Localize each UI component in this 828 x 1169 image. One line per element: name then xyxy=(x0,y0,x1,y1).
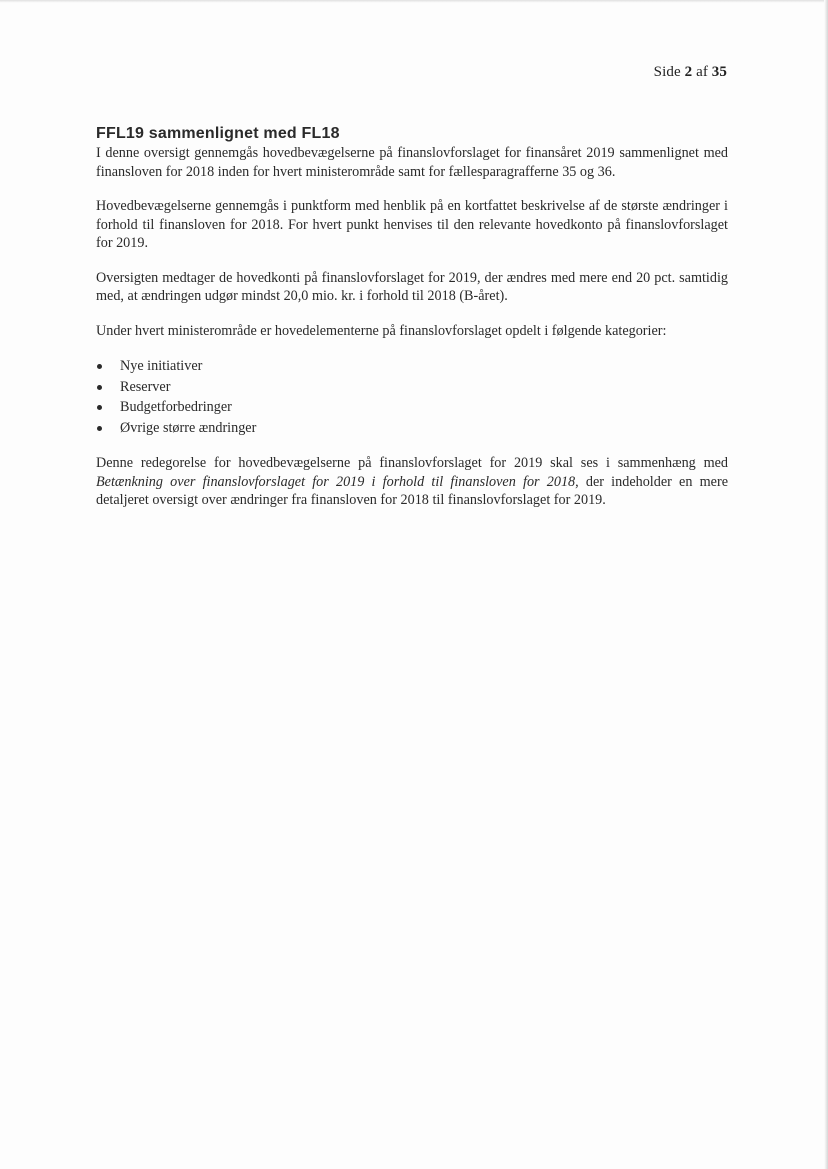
page-current: 2 xyxy=(684,64,693,80)
page-prefix: Side xyxy=(653,64,681,80)
list-item-label: Reserver xyxy=(120,378,171,395)
page-separator: af xyxy=(696,64,708,80)
page-total: 35 xyxy=(711,64,727,80)
scan-edge-top xyxy=(0,0,828,3)
bullet-icon xyxy=(97,385,102,390)
scan-edge-right xyxy=(824,0,828,1169)
list-item-label: Budgetforbedringer xyxy=(120,399,232,415)
reference-title: Betænkning over finanslovforslaget for 2019 i forhold til finansloven for 2018 xyxy=(96,473,576,490)
bullet-icon xyxy=(97,426,102,431)
list-item xyxy=(96,397,728,418)
list-item xyxy=(96,418,728,439)
paragraph-categories-intro: Under hvert ministerområde er hovedelementerne på finanslovforslaget opdelt i følgende kategorier: xyxy=(96,322,667,339)
page-number xyxy=(654,64,727,81)
list-item-label: Øvrige større ændringer xyxy=(120,419,257,436)
main-content xyxy=(96,125,728,526)
bullet-icon xyxy=(97,405,102,410)
paragraph-intro: I denne oversigt gennemgås hovedbevægelserne på finanslovforslaget for finansåret 2019 sammenlignet med finansloven for 2018 inden for hvert ministerområde samt for fællesparagrafferne 35 og 36. xyxy=(96,145,728,180)
list-item xyxy=(96,356,728,377)
paragraph-reference xyxy=(96,454,728,510)
list-item-label: Nye initiativer xyxy=(120,358,203,374)
reference-text-start: Denne redegorelse for hovedbevægelserne på finanslovforslaget for 2019 skal ses i sammenhæng med xyxy=(96,455,728,471)
category-list xyxy=(96,356,728,438)
paragraph-scope: Oversigten medtager de hovedkonti på finanslovforslaget for 2019, der ændres med mere end 20 pct. samtidig med, at ændringen udgør mindst 20,0 mio. kr. i forhold til 2018 (B-året). xyxy=(96,269,728,304)
section-heading: FFL19 sammenlignet med FL18 xyxy=(96,125,340,142)
bullet-icon xyxy=(97,364,102,369)
list-item xyxy=(96,377,728,398)
paragraph-method: Hovedbevægelserne gennemgås i punktform med henblik på en kortfattet beskrivelse af de største ændringer i forhold til finansloven for 2018. For hvert punkt henvises til den relevante hovedkonto på finanslovforslaget for 2019. xyxy=(96,198,728,251)
reference-text-end: , der indeholder en mere detaljeret oversigt over ændringer fra finansloven for 2018 til finanslovforslaget for 2019. xyxy=(96,473,728,508)
